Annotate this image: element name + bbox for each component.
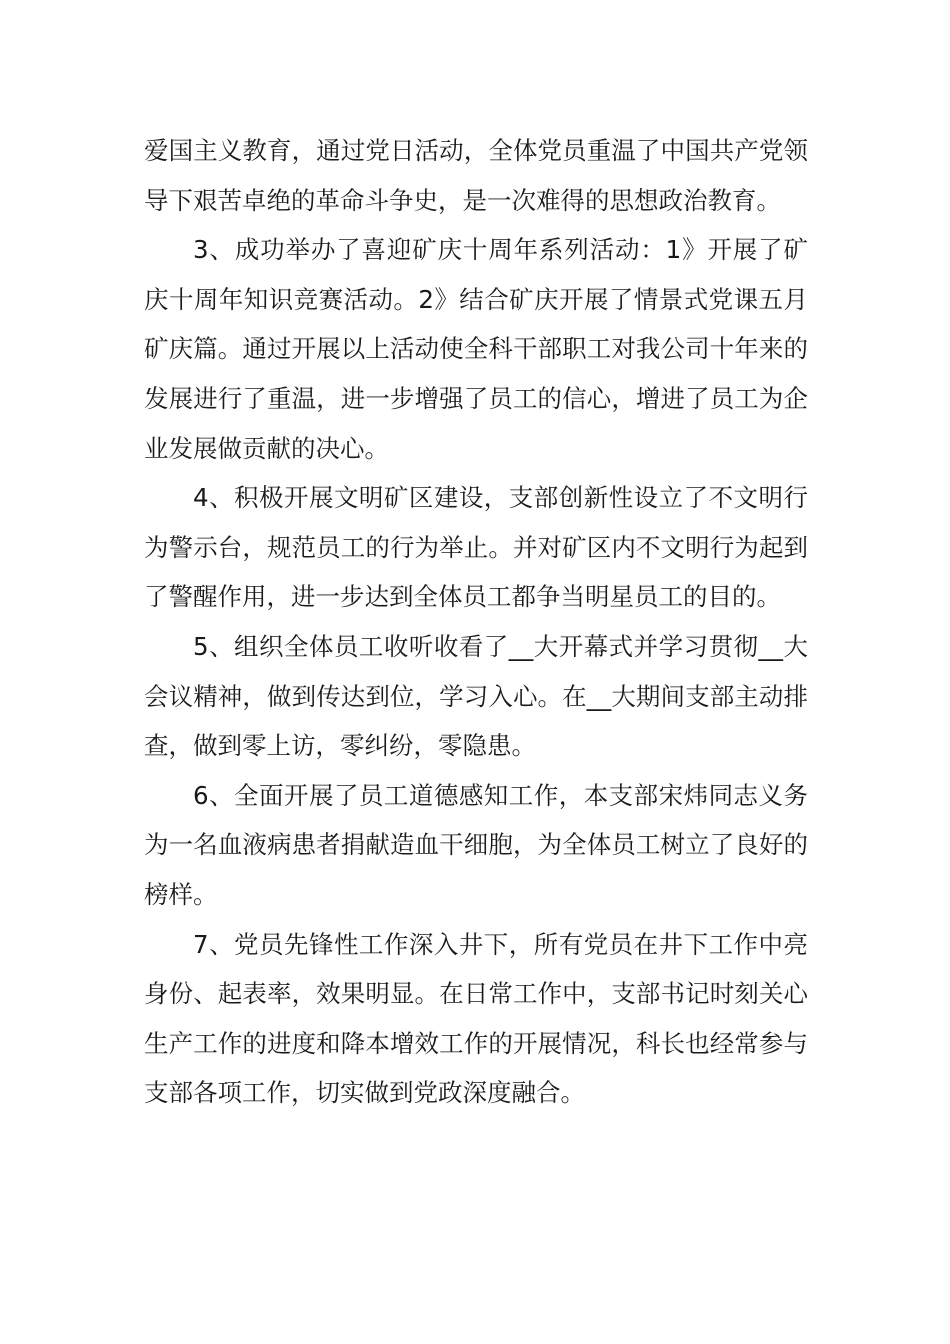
paragraph-item-3: 3、成功举办了喜迎矿庆十周年系列活动：1》开展了矿庆十周年知识竞赛活动。2》结合矿庆开展了情景式党课五月矿庆篇。通过开展以上活动使全科干部职工对我公司十年来的发展进行了重温，进一步增强了员工的信心，增进了员工为企业发展做贡献的决心。 bbox=[144, 235, 808, 463]
paragraph-item-6: 6、全面开展了员工道德感知工作，本支部宋炜同志义务为一名血液病患者捐献造血干细胞，为全体员工树立了良好的榜样。 bbox=[144, 780, 808, 909]
paragraph-item-5: 5、组织全体员工收听收看了__大开幕式并学习贯彻__大会议精神，做到传达到位，学习入心。在__大期间支部主动排查，做到零上访，零纠纷，零隐患。 bbox=[144, 631, 808, 761]
paragraph-item-7: 7、党员先锋性工作深入井下，所有党员在井下工作中亮身份、起表率，效果明显。在日常工作中，支部书记时刻关心生产工作的进度和降本增效工作的开展情况，科长也经常参与支部各项工作，切实做到党政深度融合。 bbox=[144, 929, 808, 1108]
paragraph-item-4: 4、积极开展文明矿区建设，支部创新性设立了不文明行为警示台，规范员工的行为举止。并对矿区内不文明行为起到了警醒作用，进一步达到全体员工都争当明星员工的目的。 bbox=[144, 483, 808, 612]
paragraph-continued: 爱国主义教育，通过党日活动，全体党员重温了中国共产党领导下艰苦卓绝的革命斗争史，是一次难得的思想政治教育。 bbox=[144, 136, 808, 215]
document-body bbox=[144, 126, 808, 1118]
